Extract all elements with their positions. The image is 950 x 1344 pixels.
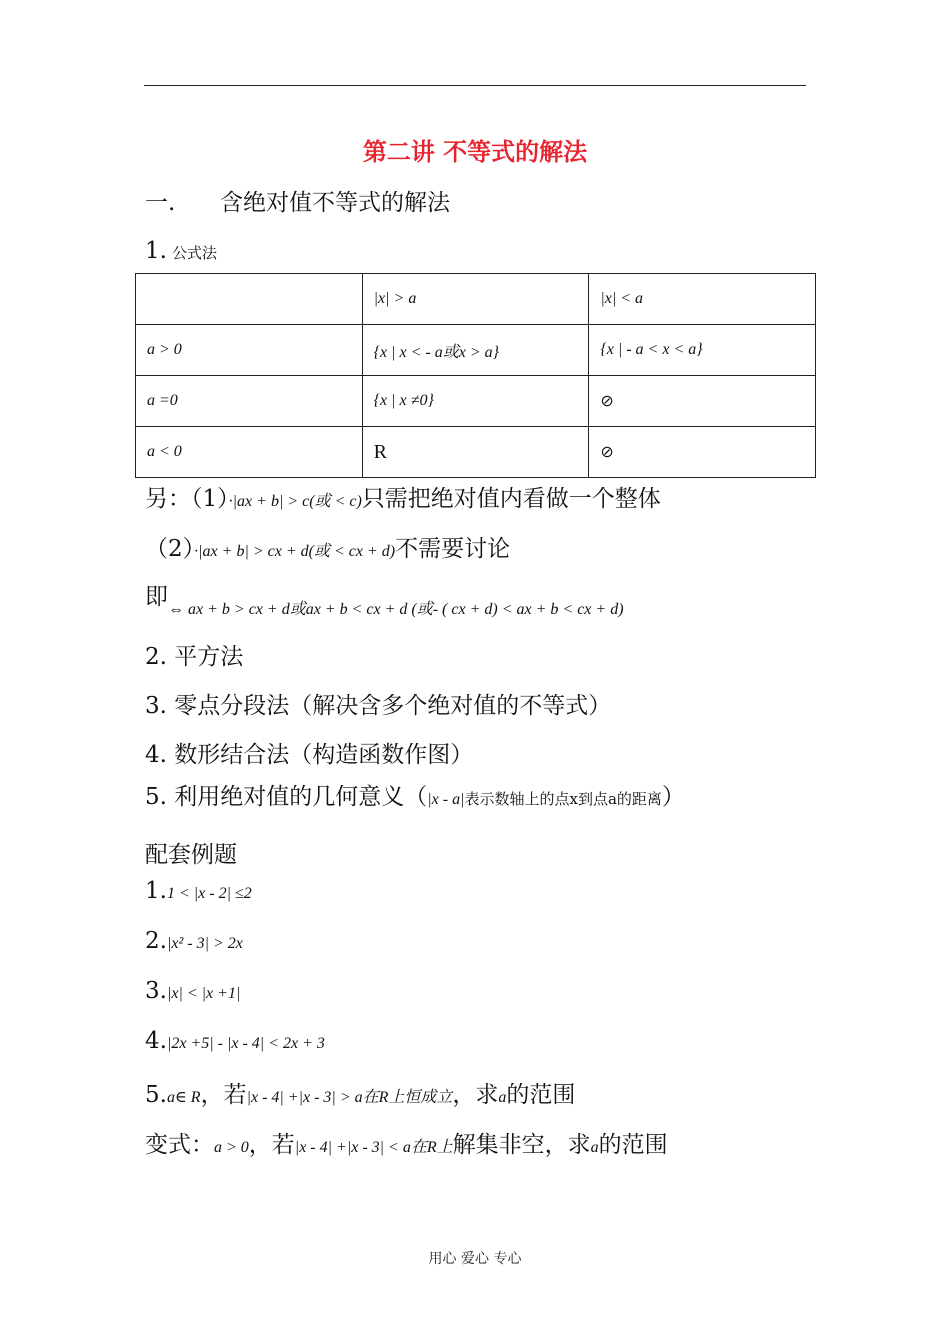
example-formula: |x² - 3| > 2x <box>166 935 243 952</box>
table-cell: ⊘ <box>589 376 816 427</box>
example-1 <box>145 878 252 904</box>
table-cell: R <box>362 427 589 478</box>
item-number: 1. <box>145 238 167 264</box>
note-3 <box>145 578 624 618</box>
example-formula: a∈ R <box>166 1089 201 1106</box>
method-4: 4. 数形结合法（构造函数作图） <box>145 742 474 768</box>
method-close: ） <box>661 784 685 810</box>
example-text: ，求 <box>452 1082 499 1108</box>
example-2 <box>145 928 243 954</box>
table-cell: a > 0 <box>136 325 363 376</box>
method-note: 表示数轴上的点x到点a的距离 <box>464 790 662 808</box>
example-text: 的范围 <box>506 1082 576 1108</box>
table-header-row <box>136 274 816 325</box>
section-number: 一. <box>145 190 176 216</box>
example-5 <box>145 1076 575 1109</box>
example-3 <box>145 978 240 1004</box>
variant-formula: a <box>590 1139 599 1156</box>
example-number: 3. <box>145 978 167 1004</box>
variant-formula: |x - 4| +|x - 3| < a在R上 <box>294 1139 453 1156</box>
item-formula-method <box>145 238 217 264</box>
method-lead: 5. 利用绝对值的几何意义（ <box>145 784 428 810</box>
header-rule <box>144 85 806 86</box>
example-formula: a <box>498 1089 507 1106</box>
formula-table <box>135 273 816 478</box>
variant-lead: 变式： <box>145 1132 214 1158</box>
example-4 <box>145 1028 325 1054</box>
example-number: 4. <box>145 1028 167 1054</box>
section-title: 含绝对值不等式的解法 <box>219 190 450 216</box>
example-number: 5. <box>145 1082 167 1108</box>
example-text: ，若 <box>200 1082 247 1108</box>
table-cell: {x | x ≠0} <box>362 376 589 427</box>
example-formula: 1 < |x - 2| ≤2 <box>166 885 252 902</box>
table-cell: {x | - a < x < a} <box>589 325 816 376</box>
example-number: 1. <box>145 878 167 904</box>
example-formula: |2x +5| - |x - 4| < 2x + 3 <box>166 1035 325 1052</box>
variant-text: ，若 <box>248 1132 295 1158</box>
variant-text: 的范围 <box>598 1132 668 1158</box>
example-formula: |x| < |x +1| <box>166 985 241 1002</box>
table-row <box>136 325 816 376</box>
example-formula: |x - 4| +|x - 3| > a在R上恒成立 <box>246 1089 453 1106</box>
page-footer: 用心 爱心 专心 <box>428 1251 522 1267</box>
table-cell: {x | x < - a或x > a} <box>362 325 589 376</box>
table-cell <box>136 274 363 325</box>
table-cell: a =0 <box>136 376 363 427</box>
note-formula: ·|ax + b| > cx + d(或 < cx + d) <box>194 543 396 560</box>
note-text: 不需要讨论 <box>395 536 511 562</box>
item-label: 公式法 <box>172 244 218 262</box>
page-title: 第二讲 不等式的解法 <box>362 138 588 166</box>
variant <box>145 1126 668 1159</box>
variant-formula: a > 0 <box>214 1139 249 1156</box>
section-heading <box>145 184 450 217</box>
table-row <box>136 376 816 427</box>
example-number: 2. <box>145 928 167 954</box>
note-1 <box>145 480 661 513</box>
note-lead: 另：（1） <box>145 486 229 512</box>
table-cell: |x| > a <box>362 274 589 325</box>
table-cell: ⊘ <box>589 427 816 478</box>
note-formula: ⇔ ax + b > cx + d或ax + b < cx + d (或- ( cx + d) < ax + b < cx + d) <box>168 601 624 618</box>
table-cell: a < 0 <box>136 427 363 478</box>
table-cell: |x| < a <box>589 274 816 325</box>
table-row <box>136 427 816 478</box>
note-lead: 即 <box>145 584 168 610</box>
note-lead: （2） <box>145 536 195 562</box>
method-3: 3. 零点分段法（解决含多个绝对值的不等式） <box>145 693 612 719</box>
note-text: 只需把绝对值内看做一个整体 <box>361 486 661 512</box>
method-formula: |x - a| <box>427 791 465 808</box>
variant-text: 解集非空，求 <box>452 1132 591 1158</box>
note-2 <box>145 530 510 563</box>
method-5 <box>145 778 685 811</box>
note-formula: ·|ax + b| > c(或 < c) <box>228 493 362 510</box>
method-2: 2. 平方法 <box>145 644 244 670</box>
examples-title: 配套例题 <box>145 842 237 868</box>
